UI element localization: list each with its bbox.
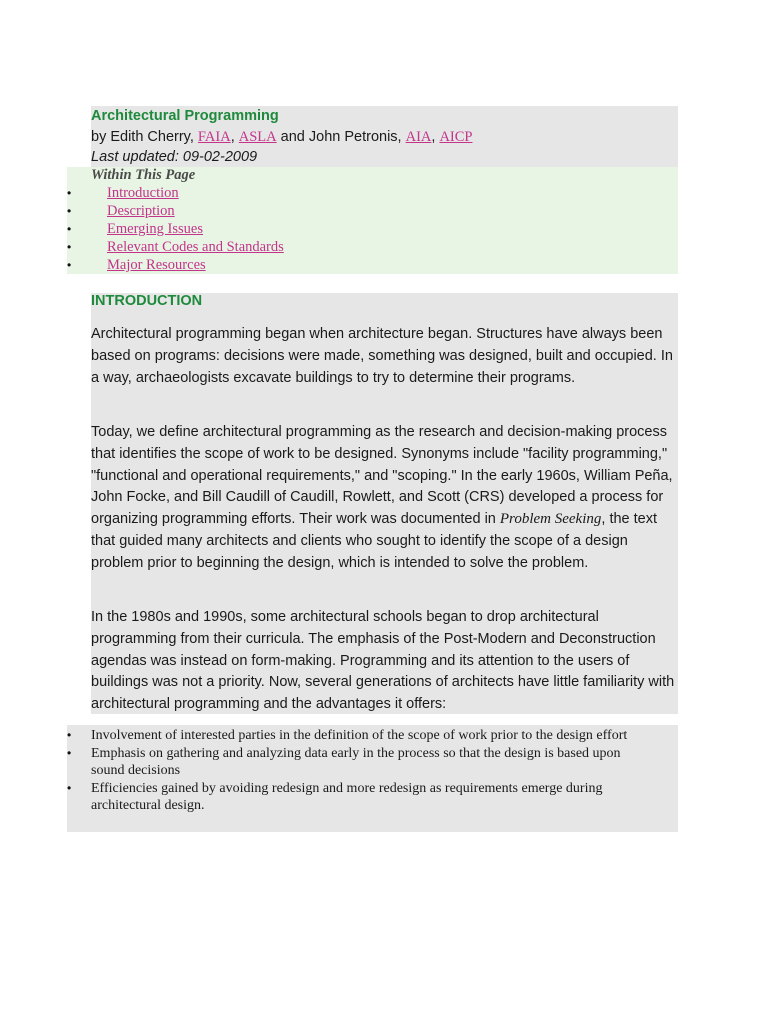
author-byline [91,129,473,146]
bullet-icon: • [67,204,72,218]
asla-link[interactable]: ASLA [238,129,277,145]
toc-heading: Within This Page [91,167,196,183]
list-item [67,745,667,779]
byline-prefix: by Edith Cherry, [91,129,198,145]
table-of-contents [67,167,678,274]
last-updated: Last updated: 09-02-2009 [91,149,258,165]
bullet-icon: • [67,781,72,795]
bullet-icon: • [67,746,72,760]
section-heading: INTRODUCTION [91,293,203,309]
bullet-icon: • [67,222,72,236]
para2-text-after: , the text that guided many architects and clients who sought to identify the scope of a design problem prior to beginning the design, which is intended to solve the problem. [91,511,658,571]
para2-text-before: Today, we define architectural programming as the research and decision-making process that identifies the scope of work to be designed. Synonyms include "facility programming," "functional and operational requirements," and "scoping." In the early 1960s, William Peña, John Focke, and Bill Caudill of Caudill, Rowlett, and Scott (CRS) developed a process for organizing programming efforts. Their work was documented in [91,424,673,528]
toc-link-introduction[interactable]: Introduction [107,185,179,201]
list-item [67,727,667,744]
introduction-section [91,293,678,714]
byline-separator: , [431,129,440,145]
list-item-text: Emphasis on gathering and analyzing data early in the process so that the design is based upon sound decisions [91,746,621,778]
bullet-icon: • [67,186,72,200]
intro-paragraph-1: Architectural programming began when architecture began. Structures have always been based on programs: decisions were made, something was designed, built and occupied. In a way, archaeologists excavate buildings to try to determine their programs. [91,326,673,386]
aicp-link[interactable]: AICP [439,129,473,145]
intro-paragraph-2 [91,422,676,575]
intro-paragraph-3: In the 1980s and 1990s, some architectural schools began to drop architectural programming from their curricula. The emphasis of the Post-Modern and Deconstruction agendas was instead on form-making. Programming and its attention to the users of buildings was not a priority. Now, several generations of architects have little familiarity with architectural programming and the advantages it offers: [91,609,675,713]
toc-link-description[interactable]: Description [107,203,175,219]
bullet-icon: • [67,258,72,272]
benefits-list [67,727,667,815]
bullet-icon: • [67,240,72,254]
toc-link-emerging-issues[interactable]: Emerging Issues [107,221,203,237]
page-title: Architectural Programming [91,108,279,124]
benefits-list-section [67,725,678,832]
faia-link[interactable]: FAIA [197,129,231,145]
toc-link-major-resources[interactable]: Major Resources [107,257,206,273]
toc-link-codes-standards[interactable]: Relevant Codes and Standards [107,239,284,255]
list-item-text: Efficiencies gained by avoiding redesign and more redesign as requirements emerge during architectural design. [91,781,603,813]
article-header [91,106,678,167]
byline-separator: , [230,129,239,145]
list-item-text: Involvement of interested parties in the definition of the scope of work prior to the design effort [91,728,628,743]
byline-middle: and John Petronis, [276,129,406,145]
bullet-icon: • [67,728,72,742]
book-title: Problem Seeking [499,511,602,528]
aia-link[interactable]: AIA [405,129,432,145]
list-item [67,780,667,814]
